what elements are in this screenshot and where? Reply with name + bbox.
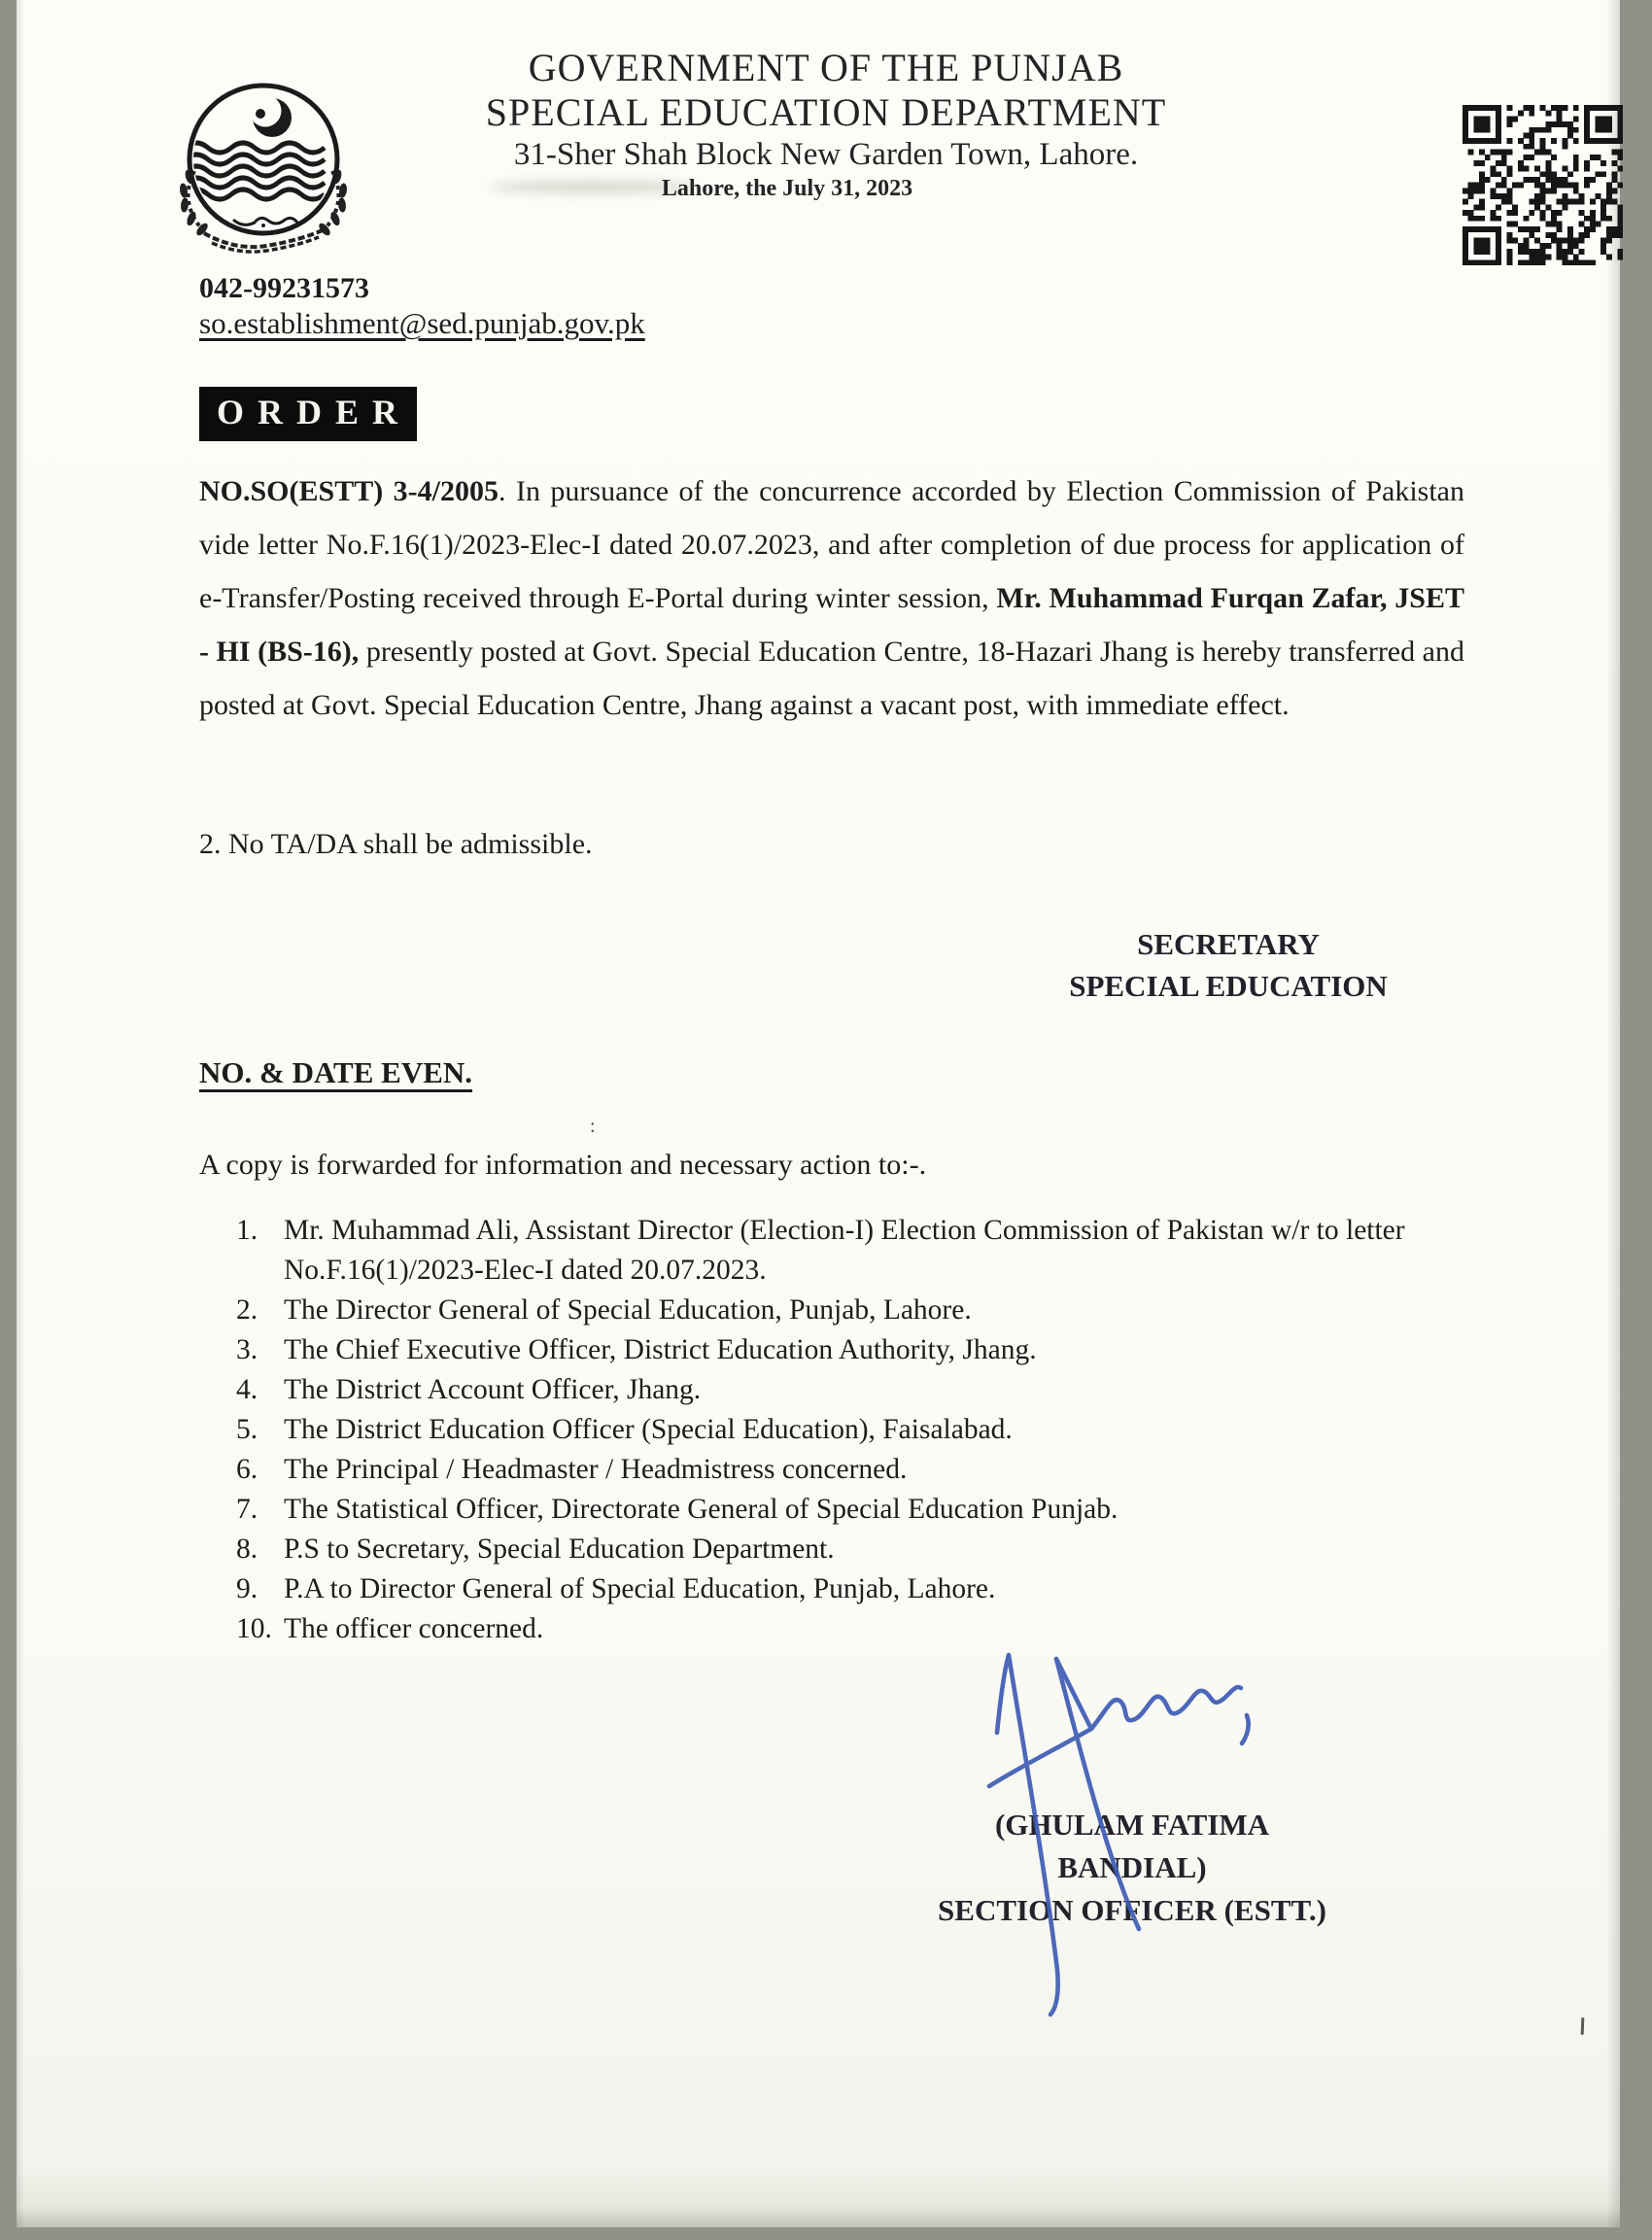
list-item (236, 1450, 1482, 1490)
item-text: The Principal / Headmaster / Headmistress concerned. (284, 1454, 908, 1485)
order-text-2: presently posted at Govt. Special Education Centre, 18-Hazari Jhang is hereby transferred and posted at Govt. Special Education Centre, Jhang against a vacant post, with immediate effect. (199, 636, 1464, 721)
item-number: 6. (236, 1454, 258, 1485)
list-item (236, 1330, 1482, 1370)
order-ref-no: NO.SO(ESTT) 3-4/2005 (199, 475, 499, 507)
signatory-title: SECTION OFFICER (ESTT.) (938, 1893, 1326, 1927)
list-item (236, 1410, 1482, 1450)
item-text: The District Account Officer, Jhang. (284, 1374, 702, 1405)
order-subject-name: Mr. Muhammad Furqan Zafar, JSET - HI (BS-16), (199, 582, 1464, 668)
list-item (236, 1569, 1482, 1609)
department-address: 31-Sher Shah Block New Garden Town, Lahore. (513, 137, 1139, 172)
scan-edge-bottom (17, 2206, 1620, 2227)
scan-speck: : (590, 1116, 596, 1137)
list-item (236, 1530, 1482, 1569)
item-number: 8. (236, 1534, 258, 1565)
phone-number: 042-99231573 (199, 272, 369, 304)
list-item (236, 1370, 1482, 1410)
item-number: 1. (236, 1215, 258, 1246)
order-heading: ORDER (199, 387, 417, 441)
clause-2: 2. No TA/DA shall be admissible. (199, 828, 593, 860)
item-number: 3. (236, 1334, 258, 1365)
list-item (236, 1211, 1482, 1291)
item-text: P.S to Secretary, Special Education Department. (284, 1534, 835, 1565)
punjab-crest-icon (163, 78, 358, 262)
item-number: 9. (236, 1573, 258, 1604)
item-text: Mr. Muhammad Ali, Assistant Director (Election-I) Election Commission of Pakistan w/r to letter No.F.16(1)/2023-Elec-I dated 20.07.2023. (284, 1215, 1405, 1286)
list-item (236, 1609, 1482, 1649)
item-text: The Director General of Special Education, Punjab, Lahore. (284, 1294, 972, 1326)
item-number: 4. (236, 1374, 258, 1405)
letter-date: Lahore, the July 31, 2023 (661, 176, 913, 201)
list-item (236, 1490, 1482, 1530)
item-text: The District Education Officer (Special Education), Faisalabad. (284, 1414, 1013, 1445)
item-number: 2. (236, 1294, 258, 1326)
signatory-secretary (1028, 923, 1428, 1007)
distribution-heading: NO. & DATE EVEN. (199, 1055, 473, 1089)
scan-mark (1581, 2017, 1585, 2035)
item-number: 5. (236, 1414, 258, 1445)
email-address: so.establishment@sed.punjab.gov.pk (199, 306, 645, 340)
order-text-1: . In pursuance of the concurrence accorded by Election Commission of Pakistan vide letter No.F.16(1)/2023-Elec-I dated 20.07.2023, and after completion of due process for application of e-Transfer/Posting received through E-Portal during winter session, (199, 475, 1464, 614)
qr-code-icon (1463, 105, 1623, 265)
distribution-list (236, 1211, 1482, 1649)
department-title: SPECIAL EDUCATION DEPARTMENT (485, 90, 1167, 134)
list-item (236, 1291, 1482, 1330)
order-paragraph (199, 465, 1464, 732)
government-title: GOVERNMENT OF THE PUNJAB (528, 46, 1124, 89)
item-text: The Chief Executive Officer, District Education Authority, Jhang. (284, 1334, 1037, 1365)
item-text: The officer concerned. (284, 1613, 544, 1644)
item-number: 7. (236, 1494, 258, 1525)
secretary-line1: SECRETARY (1137, 927, 1320, 961)
secretary-line2: SPECIAL EDUCATION (1069, 969, 1388, 1003)
item-text: The Statistical Officer, Directorate General of Special Education Punjab. (284, 1494, 1119, 1525)
item-number: 10. (236, 1613, 272, 1644)
handwritten-signature-icon (962, 1618, 1292, 2026)
item-text: P.A to Director General of Special Education, Punjab, Lahore. (284, 1573, 996, 1604)
signatory-name: (GHULAM FATIMA BANDIAL) (994, 1808, 1270, 1884)
forwarding-line: A copy is forwarded for information and necessary action to:-. (199, 1149, 927, 1181)
letterhead (418, 45, 1234, 203)
